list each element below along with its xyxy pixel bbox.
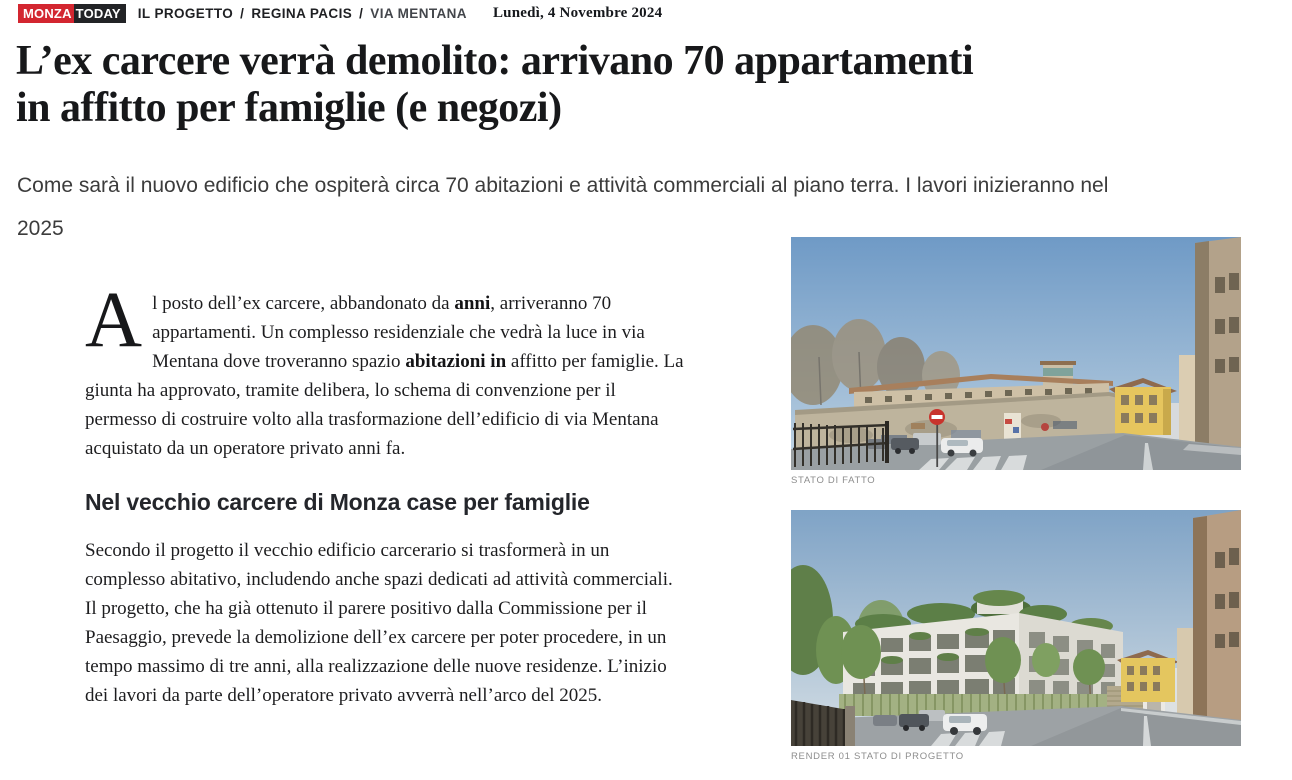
breadcrumb-item-via-mentana[interactable]: VIA MENTANA xyxy=(370,6,467,21)
page-title-line2: in affitto per famiglie (e negozi) xyxy=(16,85,562,131)
page-title xyxy=(16,38,1236,132)
breadcrumb-item-il-progetto[interactable]: IL PROGETTO xyxy=(137,6,234,21)
figures-column xyxy=(791,237,1241,762)
masthead xyxy=(18,4,662,23)
figure-caption-existing: STATO DI FATTO xyxy=(791,475,876,486)
text-segment: , arriveranno 70 appartamenti. Un complesso residenziale che vedrà la luce in via Mentana dove troveranno spazio xyxy=(152,293,645,372)
breadcrumb-separator: / xyxy=(359,6,364,21)
figure-project-render xyxy=(791,510,1241,762)
article-body xyxy=(85,277,684,710)
existing-prison-photo[interactable] xyxy=(791,237,1241,470)
drop-cap: A xyxy=(85,277,143,364)
site-logo-today: TODAY xyxy=(74,4,126,23)
project-render-image[interactable] xyxy=(791,510,1241,746)
paragraph-1-text xyxy=(85,293,684,459)
text-segment: l posto dell’ex carcere, abbandonato da xyxy=(152,293,455,314)
breadcrumb xyxy=(138,6,467,21)
figure-existing-state xyxy=(791,237,1241,486)
article-subtitle-line2: 2025 xyxy=(17,217,64,240)
breadcrumb-item-regina-pacis[interactable]: REGINA PACIS xyxy=(251,6,353,21)
article-date: Lunedì, 4 Novembre 2024 xyxy=(492,5,663,21)
site-logo-monza: MONZA xyxy=(18,4,74,23)
inline-link[interactable]: abitazioni in xyxy=(405,351,507,372)
site-logo[interactable] xyxy=(18,4,126,23)
breadcrumb-separator: / xyxy=(240,6,245,21)
figure-caption-render: RENDER 01 STATO DI PROGETTO xyxy=(791,751,964,762)
article-subtitle-line1: Come sarà il nuovo edificio che ospiterà circa 70 abitazioni e attività commerciali al piano terra. I lavori inizieranno nel xyxy=(17,174,1109,197)
text-segment: affitto per famiglie. La giunta ha approvato, tramite delibera, lo schema di convenzione per il permesso di costruire volto alla trasformazione dell’edificio di via Mentana acquistato da un operatore privato anni fa. xyxy=(85,351,684,459)
paragraph-1 xyxy=(85,277,684,463)
page-title-line1: L’ex carcere verrà demolito: arrivano 70 appartamenti xyxy=(16,38,974,84)
paragraph-2: Secondo il progetto il vecchio edificio carcerario si trasformerà in un complesso abitativo, includendo anche spazi dedicati ad attività commerciali. Il progetto, che ha già ottenuto il parere positivo dalla Commissione per il Paesaggio, prevede la demolizione dell’ex carcere per poter procedere, in un tempo massimo di tre anni, alla realizzazione delle nuove residenze. L’inizio dei lavori da parte dell’operatore privato avverrà nell’arco del 2025. xyxy=(85,540,673,706)
inline-link[interactable]: anni xyxy=(454,293,491,314)
section-heading: Nel vecchio carcere di Monza case per famiglie xyxy=(85,489,590,515)
